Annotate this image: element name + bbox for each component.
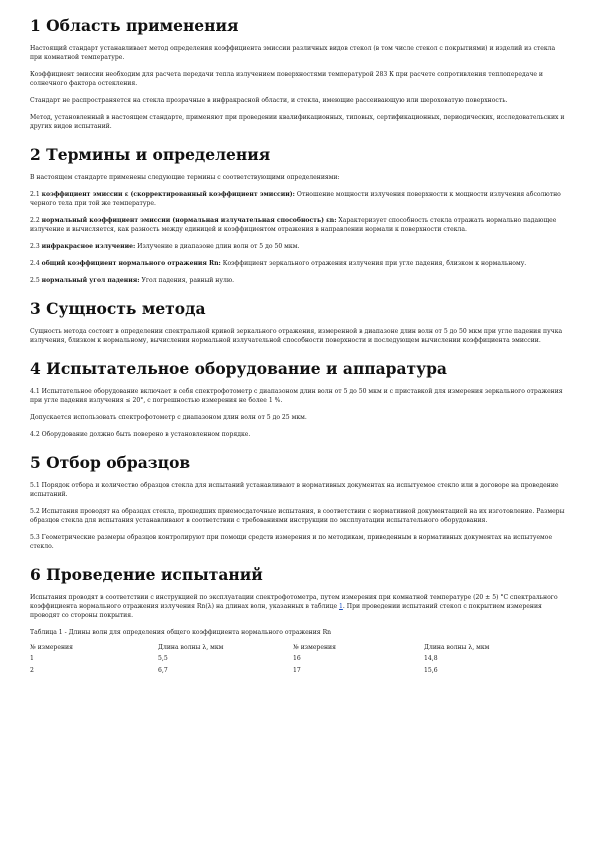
paragraph: 4.2 Оборудование должно быть поверено в установленном порядке. [30,431,251,438]
section-testing [30,565,565,679]
term-name: нормальный угол падения: [41,277,140,284]
term-definition [30,276,565,285]
term-text: Угол падения, равный нулю. [139,277,235,284]
term-text: Характеризует способность стекла отражать нормально падающее излучение и вычисляется, как разность между единицей и коэффициентом отражения в направлении нормали к поверхности стекла. [30,217,557,233]
paragraph: Коэффициент эмиссии необходим для расчета передачи тепла излучением поверхностями температурой 283 К при расчете сопротивления теплопередаче и солнечного фактора остекления. [30,71,543,87]
term-number: 2.5 [30,277,40,284]
section-sampling [30,453,565,551]
term-number: 2.3 [30,243,40,250]
term-name: коэффициент эмиссии ε (скорректированный коэффициент эмиссии): [41,191,295,198]
paragraph: 4.1 Испытательное оборудование включает в себя спектрофотометр с диапазоном длин волн от 5 до 50 мкм и с приставкой для измерения зеркального отражения при угле падения излучения ≤ 20°, с погрешностью измерения не более 1 %. [30,388,563,404]
section-heading: 1 Область применения [30,16,239,35]
paragraph: 5.2 Испытания проводят на образцах стекла, прошедших приемосдаточные испытания, в соответствии с нормативной документацией на их изготовление. Размеры образцов стекла для испытания устанавливают в соответствии с требованиями инструкции по эксплуатации испытательного оборудования. [30,508,565,524]
column-header: № измерения [30,644,73,651]
table-link[interactable]: 1 [339,603,343,610]
paragraph: Настоящий стандарт устанавливает метод определения коэффициента эмиссии различных видов стекол (в том числе стекол с покрытиями) и изделий из стекла при комнатной температуре. [30,45,556,61]
section-heading: 2 Термины и определения [30,145,271,164]
term-definition [30,190,565,208]
column-header: Длина волны λ, мкм [158,644,224,651]
table-cell: 5,5 [158,655,168,662]
table-cell: 17 [293,667,301,674]
term-number: 2.4 [30,260,40,267]
table-cell: 16 [293,655,301,662]
term-name: общий коэффициент нормального отражения Rn: [41,260,221,267]
table-caption: Таблица 1 - Длины волн для определения общего коэффициента нормального отражения Rn [30,629,332,636]
paragraph: 5.3 Геометрические размеры образцов контролируют при помощи средств измерения и по методикам, приведенным в нормативных документах на испытуемое стекло. [30,534,553,550]
paragraph [30,593,565,620]
section-terms [30,145,565,285]
term-definition [30,259,565,268]
table-cell: 15,6 [424,667,438,674]
term-text: Коэффициент зеркального отражения излучения при угле падения, близком к нормальному. [220,260,527,267]
paragraph-text: . При проведении испытаний стекол с покрытием измерения проводят со стороны покрытия. [30,603,542,619]
term-name: нормальный коэффициент эмиссии (нормальная излучательная способность) εn: [41,217,337,224]
term-definition [30,242,565,251]
term-definition [30,216,565,234]
table-cell: 6,7 [158,667,168,674]
column-header: № измерения [293,644,336,651]
table-row [30,667,550,679]
term-number: 2.1 [30,191,40,198]
term-text: Отношение мощности излучения поверхности к мощности излучения абсолютно черного тела при той же температуре. [30,191,561,207]
paragraph: Допускается использовать спектрофотометр с диапазоном длин волн от 5 до 25 мкм. [30,414,307,421]
paragraph: Стандарт не распространяется на стекла прозрачные в инфракрасной области, и стекла, имеющие рассеивающую или шероховатую поверхность. [30,97,508,104]
section-heading: 6 Проведение испытаний [30,565,263,584]
section-heading: 4 Испытательное оборудование и аппаратура [30,359,447,378]
section-scope [30,16,565,131]
table-cell: 1 [30,655,34,662]
table-header-row [30,644,550,655]
table-cell: 2 [30,667,34,674]
column-header: Длина волны λ, мкм [424,644,490,651]
section-heading: 5 Отбор образцов [30,453,191,472]
section-method [30,299,565,345]
term-name: инфракрасное излучение: [41,243,136,250]
table-cell: 14,8 [424,655,438,662]
table-row [30,655,550,667]
section-heading: 3 Сущность метода [30,299,206,318]
paragraph: Сущность метода состоит в определении спектральной кривой зеркального отражения, измеренной в диапазоне длин волн от 5 до 50 мкм при угле падения пучка излучения, близком к нормальному, вычислении нормальной излучательной способности поверхности и последующем вычислении коэффициента эмиссии. [30,328,563,344]
term-text: Излучение в диапазоне длин волн от 5 до 50 мкм. [135,243,300,250]
paragraph: В настоящем стандарте применены следующие термины с соответствующими определениями: [30,174,340,181]
paragraph: Метод, установленный в настоящем стандарте, применяют при проведении квалификационных, типовых, сертификационных, периодических, исследовательских и других видов испытаний. [30,114,565,130]
paragraph: 5.1 Порядок отбора и количество образцов стекла для испытаний устанавливают в нормативных документах на испытуемое стекло или в договоре на проведение испытаний. [30,482,559,498]
paragraph-text: Испытания проводят в соответствии с инструкцией по эксплуатации спектрофотометра, путем измерения при комнатной температуре (20 ± 5) °С спектрального коэффициента нормального отражения излучения Rn(λ) на длинах волн, указанных в таблице [30,594,558,610]
term-number: 2.2 [30,217,40,224]
section-equipment [30,359,565,439]
wavelength-table [30,644,550,679]
